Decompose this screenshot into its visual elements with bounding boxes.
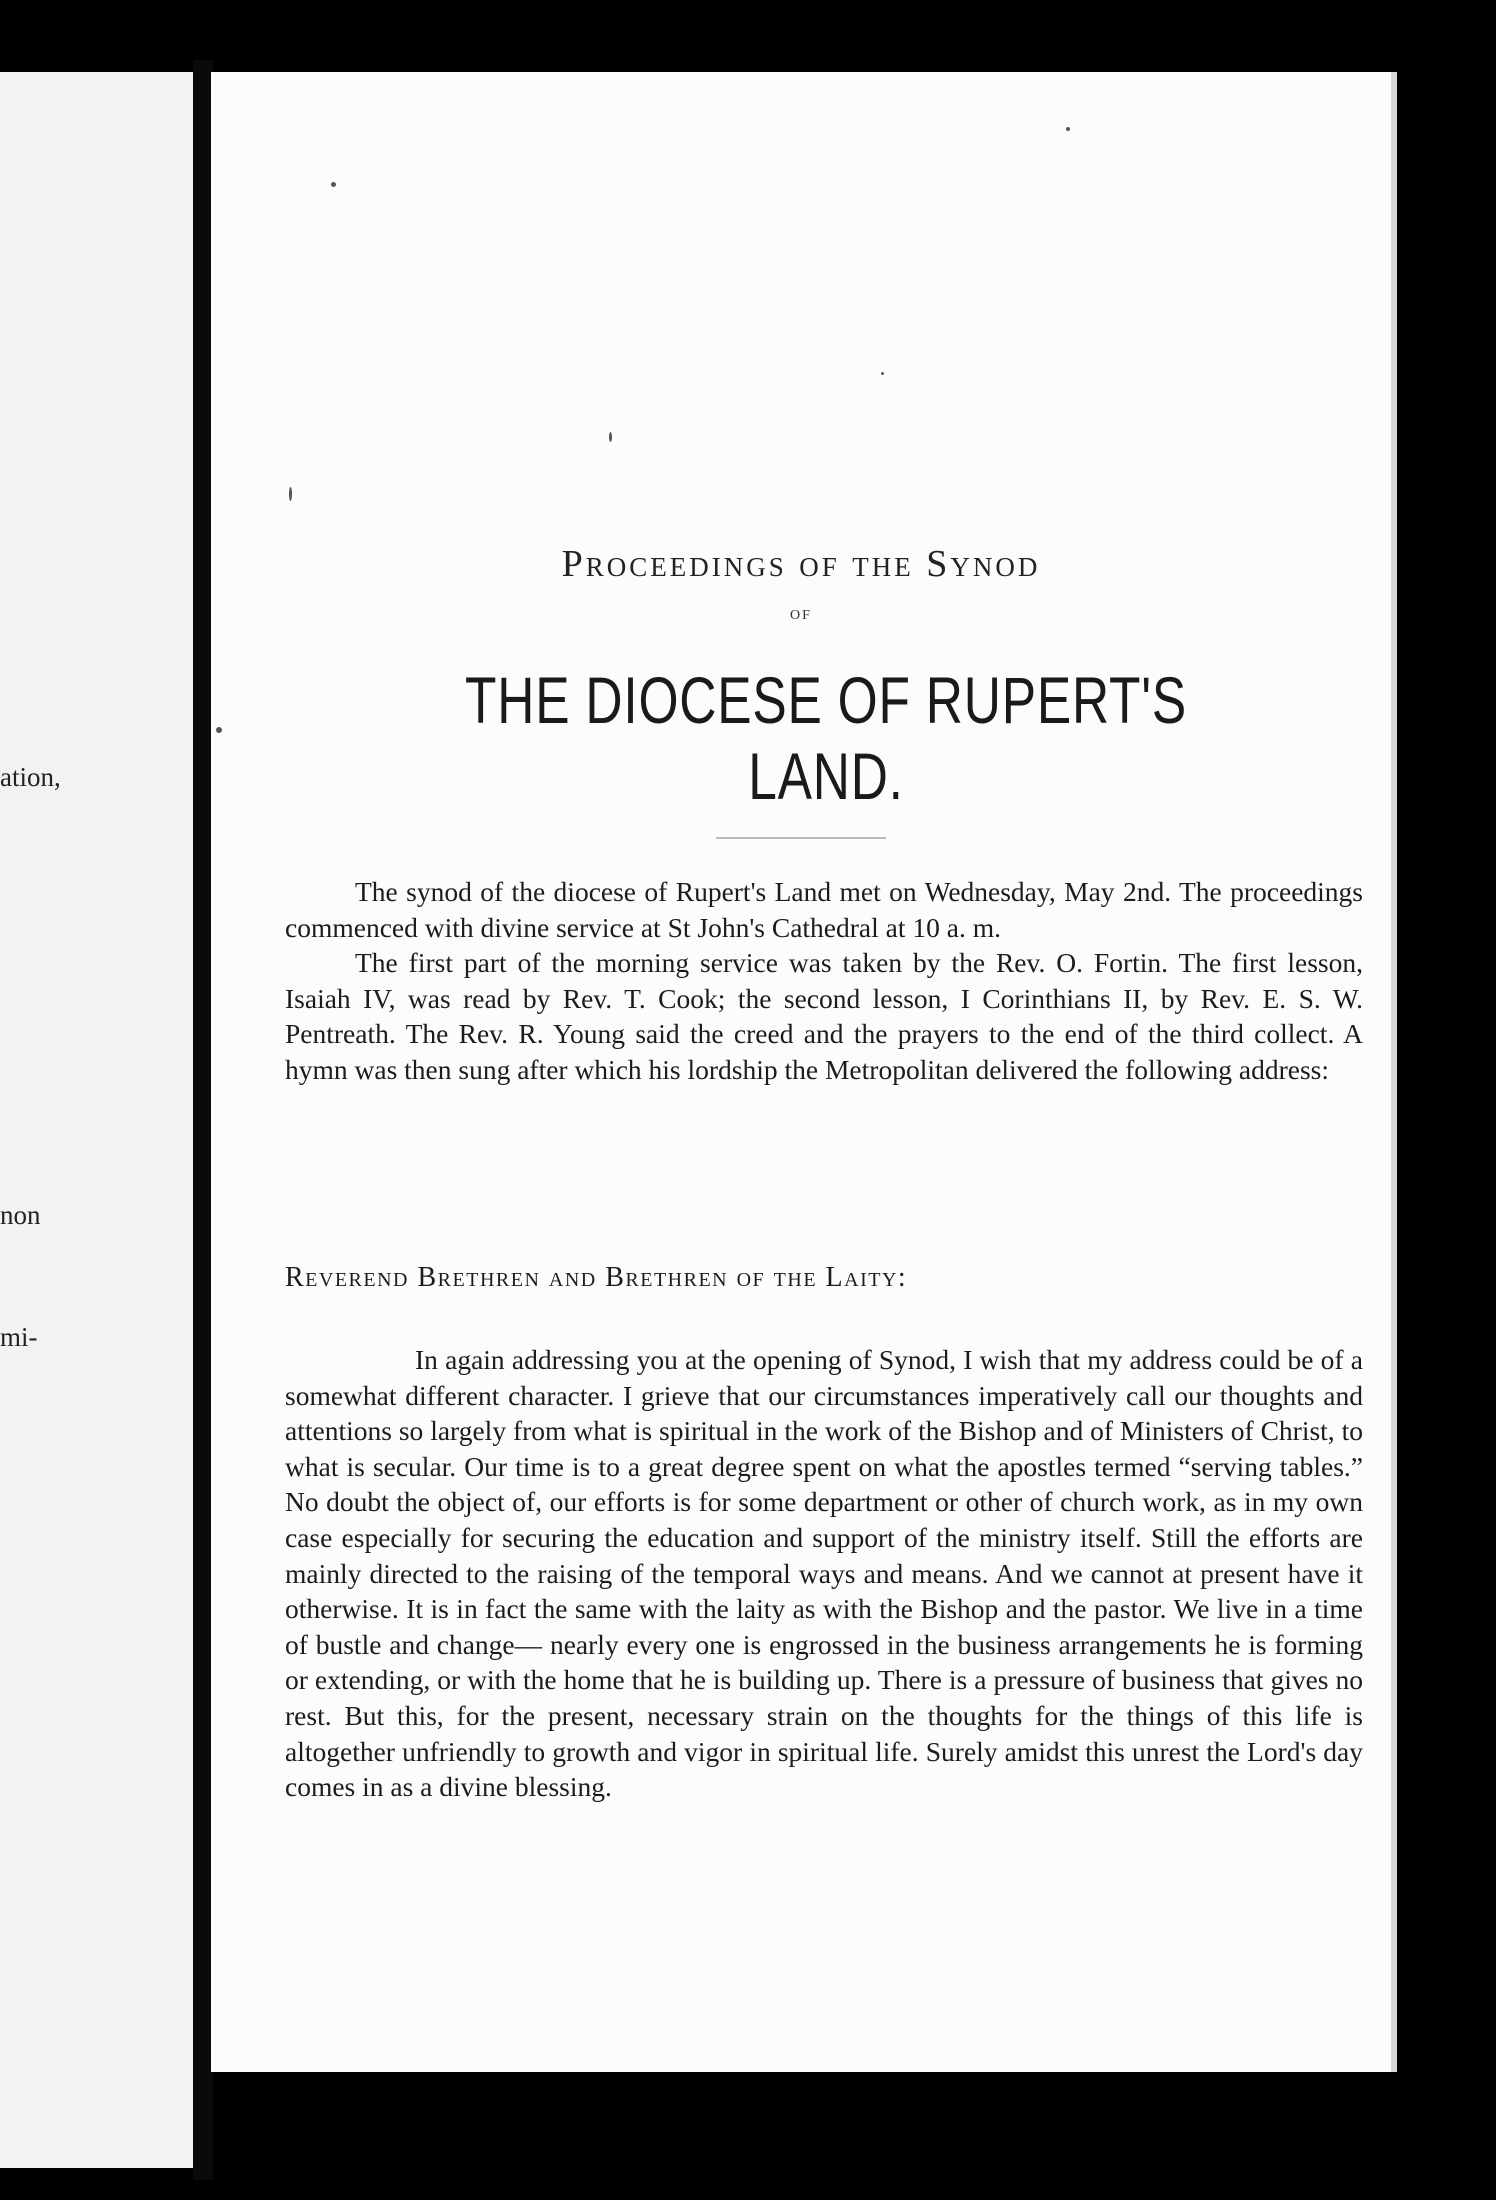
previous-page-strip (0, 72, 193, 2168)
left-page-fragment: mi- (0, 1322, 38, 1352)
intro-section (285, 874, 1363, 1088)
intro-paragraph: The synod of the diocese of Rupert's Land met on Wednesday, May 2nd. The proceedings commenced with divine service at St John's Cathedral at 10 a. m. (285, 876, 1363, 943)
address-salutation: Reverend Brethren and Brethren of the Laity: (285, 1262, 908, 1293)
paper-speck (881, 372, 884, 375)
document-title: THE DIOCESE OF RUPERT'S LAND. (465, 663, 1187, 813)
address-section (285, 1342, 1363, 1805)
paper-speck (1066, 127, 1070, 131)
page-edge (1391, 72, 1397, 2072)
address-paragraph: In again addressing you at the opening of Synod, I wish that my address could be of a somewhat different character. I grieve that our circumstances imperatively call our thoughts and attentions so largely from what is spiritual in the work of the Bishop and of Ministers of Christ, to what is secular. Our time is to a great degree spent on what the apostles termed “serving tables.” No doubt the object of, our efforts is for some department or other of church work, as in my own case especially for securing the education and support of the ministry itself. Still the efforts are mainly directed to the raising of the temporal ways and means. And we cannot at present have it otherwise. It is in fact the same with the laity as with the Bishop and the pastor. We live in a time of bustle and change— nearly every one is engrossed in the business arrangements he is forming or extending, or with the home that he is building up. There is a pressure of business that gives no rest. But this, for the present, necessary strain on the thoughts for the things of this life is altogether unfriendly to growth and vigor in spiritual life. Surely amidst this unrest the Lord's day comes in as a divine blessing. (285, 1344, 1363, 1803)
paper-speck (331, 182, 336, 187)
intro-paragraph: The first part of the morning service was taken by the Rev. O. Fortin. The first lesson, Isaiah IV, was read by Rev. T. Cook; the second lesson, I Corinthians II, by Rev. E. S. W. Pentreath. The Rev. R. Young said the creed and the prayers to the end of the third collect. A hymn was then sung after which his lordship the Metropolitan delivered the following address: (285, 947, 1363, 1085)
paper-speck (216, 727, 222, 733)
paper-speck (609, 432, 612, 442)
page-gutter (193, 60, 213, 2180)
left-page-fragment: ation, (0, 762, 61, 792)
document-page (211, 72, 1391, 2072)
left-page-fragment: non (0, 1200, 41, 1230)
header-proceedings: Proceedings of the Synod (561, 543, 1041, 585)
title-rule (716, 837, 886, 839)
header-of: of (790, 602, 812, 624)
paper-speck (289, 487, 292, 501)
